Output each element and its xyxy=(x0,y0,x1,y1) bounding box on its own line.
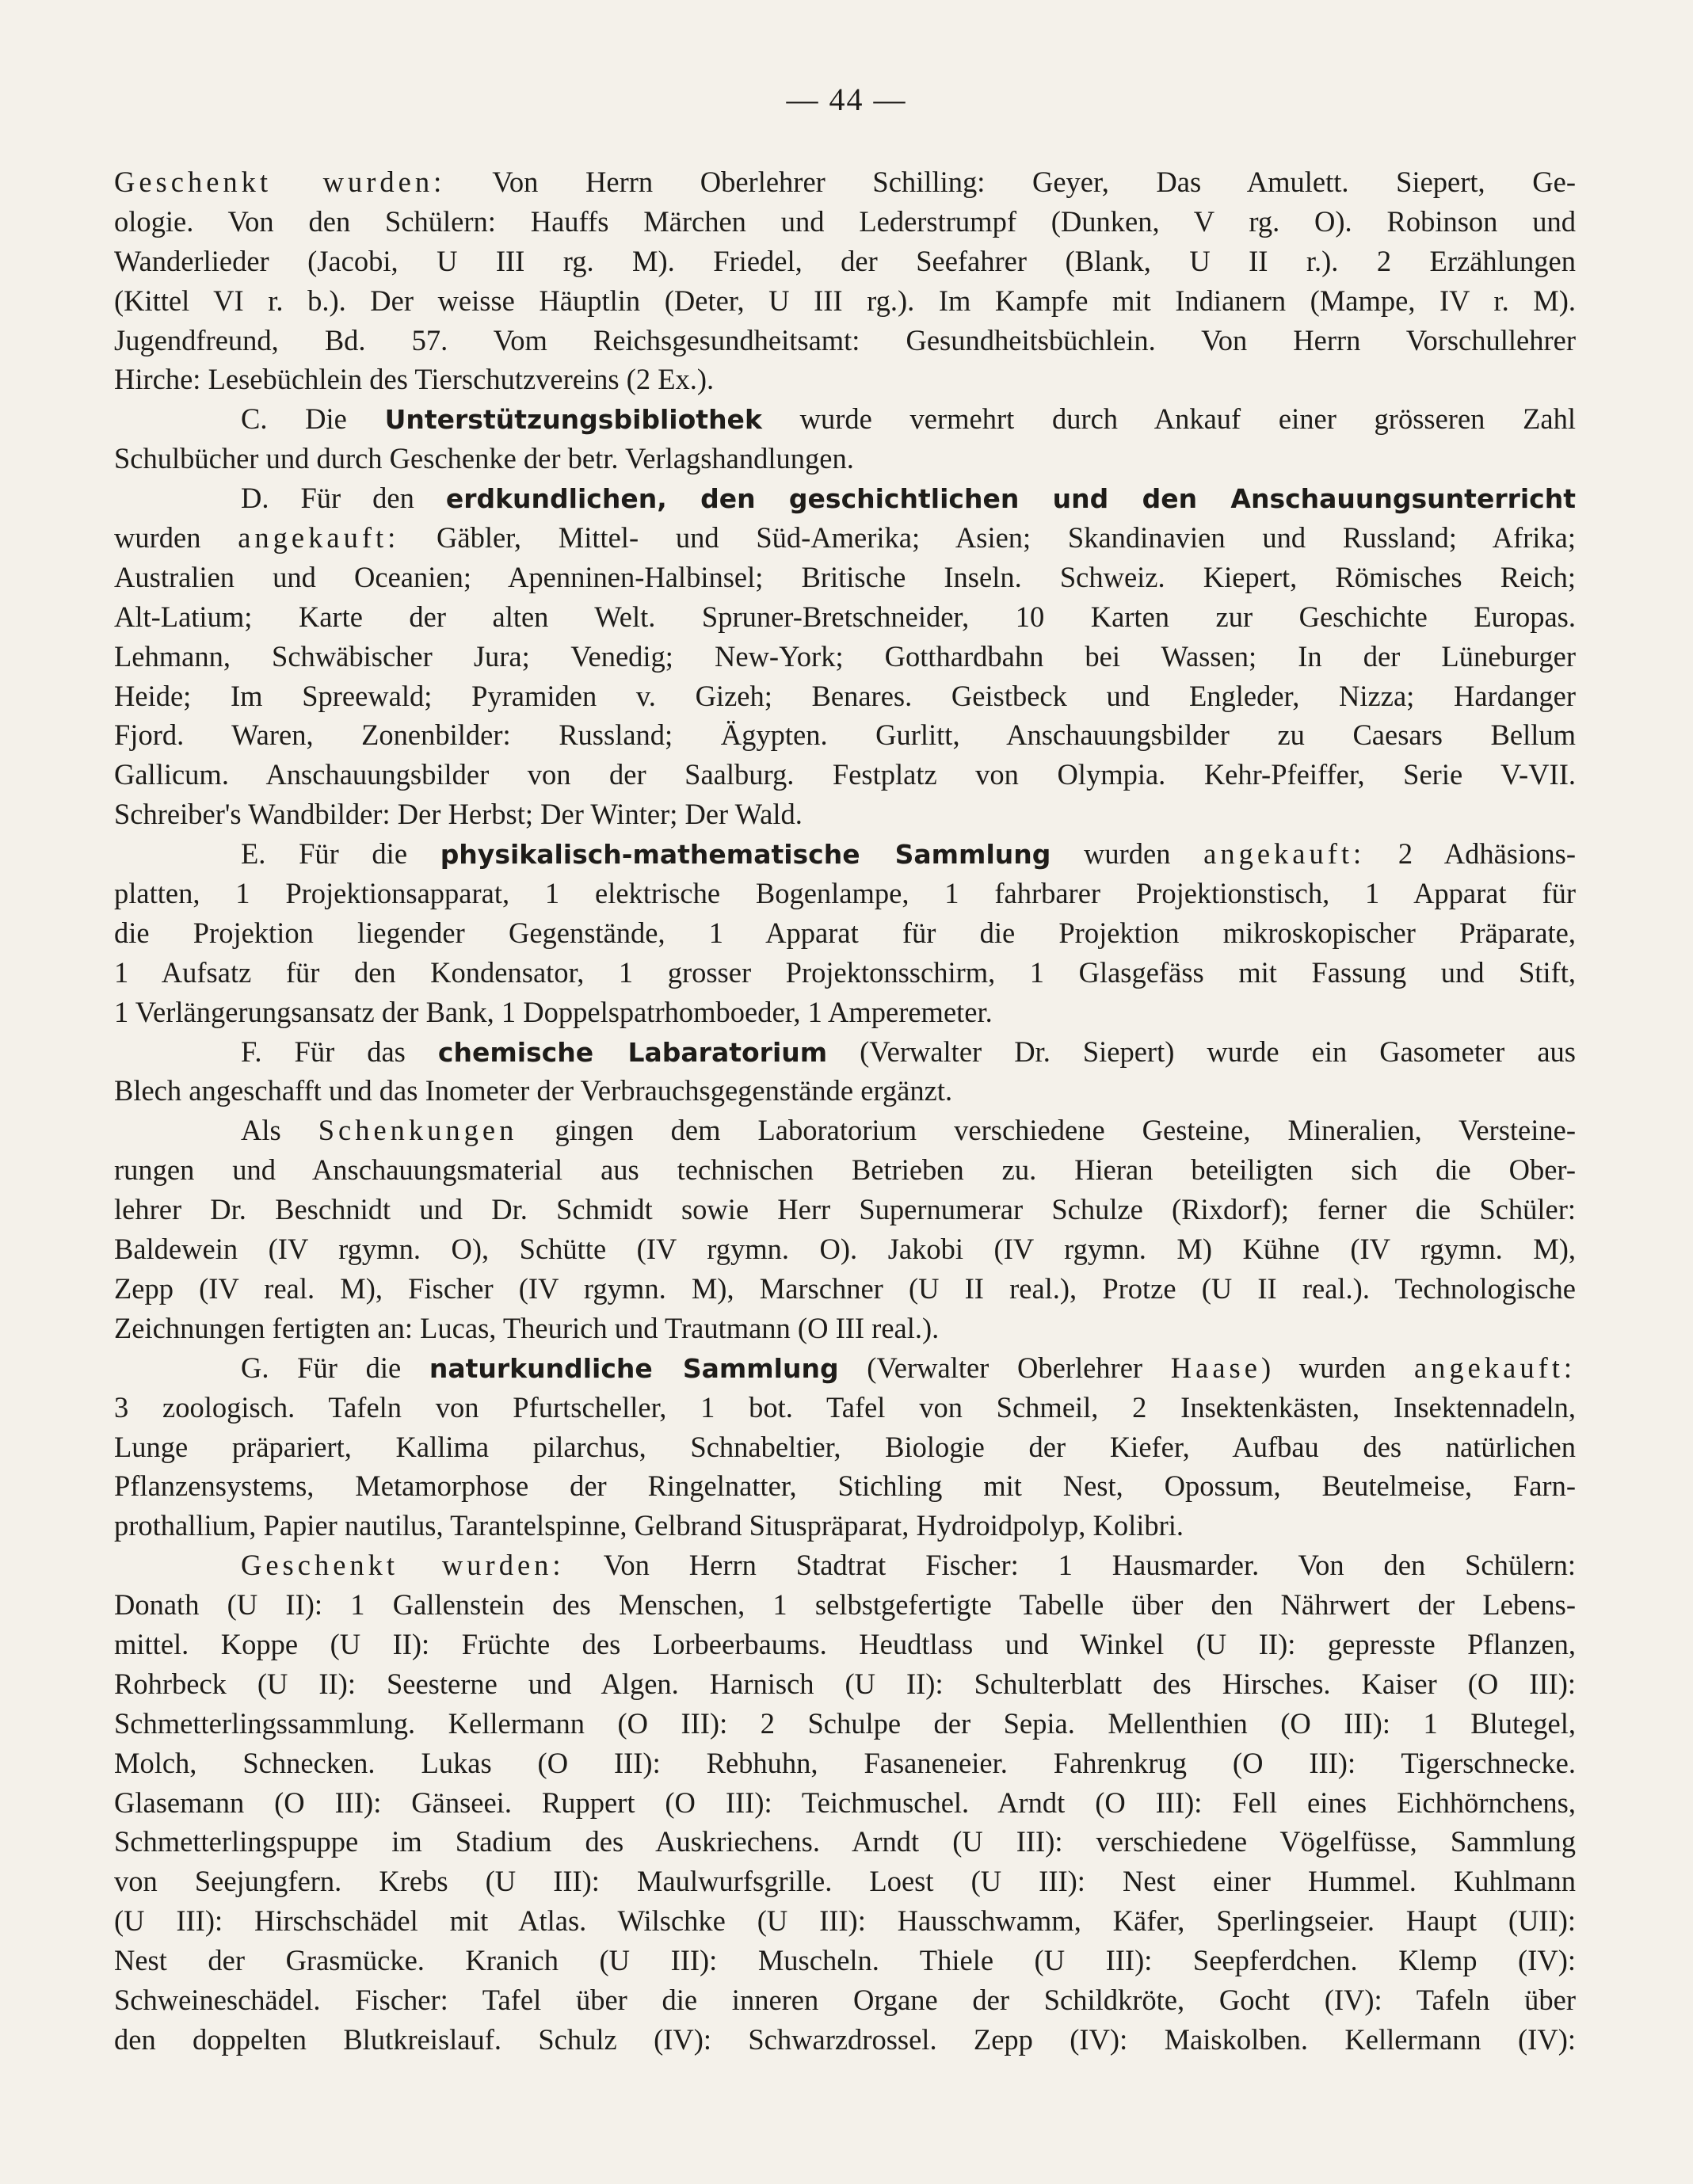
text-line xyxy=(114,1111,1576,1150)
text-line xyxy=(114,2020,1576,2060)
text-line xyxy=(114,637,1576,677)
text-line xyxy=(114,399,1576,439)
text-line xyxy=(114,1941,1576,1980)
text-line xyxy=(114,1388,1576,1427)
text-segment: D. Für den xyxy=(241,482,446,515)
text-line xyxy=(114,1229,1576,1269)
text-line xyxy=(114,1150,1576,1190)
text-line xyxy=(114,1862,1576,1901)
text-segment: Schulbücher und durch Geschenke der betr. Verlagshandlungen. xyxy=(114,442,854,475)
text-segment: mittel. Koppe (U II): Früchte des Lorbeerbaums. Heudtlass und Winkel (U II): gepresste Pflanzen, xyxy=(114,1627,1576,1660)
text-segment: rungen und Anschauungsmaterial aus technischen Betrieben zu. Hieran beteiligten sich die Ober- xyxy=(114,1153,1576,1187)
text-segment: Lunge präpariert, Kallima pilarchus, Schnabeltier, Biologie der Kiefer, Aufbau des natürlichen xyxy=(114,1430,1576,1463)
text-segment: Wanderlieder (Jacobi, U III rg. M). Friedel, der Seefahrer (Blank, U II r.). 2 Erzählungen xyxy=(114,244,1576,277)
text-line xyxy=(114,1783,1576,1823)
text-segment: Schmetterlingspuppe im Stadium des Auskriechens. Arndt (U III): verschiedene Vögelfüsse, Sammlung xyxy=(114,1825,1576,1858)
text-segment: die Projektion liegender Gegenstände, 1 Apparat für die Projektion mikroskopischer Präparate, xyxy=(114,916,1576,949)
text-segment: Schreiber's Wandbilder: Der Herbst; Der Winter; Der Wald. xyxy=(114,798,803,831)
text-line xyxy=(114,1901,1576,1941)
text-segment: 3 zoologisch. Tafeln von Pfurtscheller, 1 bot. Tafel von Schmeil, 2 Insektenkästen, Insektennadeln, xyxy=(114,1390,1576,1424)
text-line xyxy=(114,1466,1576,1506)
section-heading: naturkundliche Sammlung xyxy=(429,1352,839,1384)
text-segment: Von Herrn Oberlehrer Schilling: Geyer, Das Amulett. Siepert, Ge- xyxy=(445,166,1576,198)
text-line xyxy=(114,1546,1576,1585)
text-segment: Blech angeschafft und das Inometer der Verbrauchsgegenstände ergänzt. xyxy=(114,1074,953,1107)
text-line xyxy=(114,1032,1576,1072)
text-line xyxy=(114,1190,1576,1229)
body-text xyxy=(114,162,1576,2060)
text-segment: 1 Verlängerungsansatz der Bank, 1 Doppelspatrhomboeder, 1 Amperemeter. xyxy=(114,995,993,1028)
text-line xyxy=(114,913,1576,953)
text-segment: Molch, Schnecken. Lukas (O III): Rebhuhn, Fasaneneier. Fahrenkrug (O III): Tigerschnecke. xyxy=(114,1746,1576,1779)
text-line xyxy=(114,1625,1576,1664)
text-line xyxy=(114,281,1576,321)
text-segment: Alt-Latium; Karte der alten Welt. Spruner-Bretschneider, 10 Karten zur Geschichte Europas. xyxy=(114,600,1576,633)
text-segment: Zepp (IV real. M), Fischer (IV rgymn. M), Marschner (U II real.), Protze (U II real.). Technologische xyxy=(114,1271,1576,1305)
text-segment: (Kittel VI r. b.). Der weisse Häuptlin (Deter, U III rg.). Im Kampfe mit Indianern (Mampe, IV r. M). xyxy=(114,284,1576,317)
text-segment: lehrer Dr. Beschnidt und Dr. Schmidt sowie Herr Supernumerar Schulze (Rixdorf); ferner die Schüler: xyxy=(114,1193,1576,1226)
text-line xyxy=(114,1269,1576,1309)
text-line xyxy=(114,1309,1576,1348)
text-line xyxy=(114,953,1576,993)
spaced-text: Haase xyxy=(1170,1351,1261,1384)
text-line xyxy=(114,321,1576,360)
text-segment: Glasemann (O III): Gänseei. Ruppert (O III): Teichmuschel. Arndt (O III): Fell eines Eichhörnchens, xyxy=(114,1786,1576,1819)
text-segment: E. Für die xyxy=(241,837,440,871)
text-segment: platten, 1 Projektionsapparat, 1 elektrische Bogenlampe, 1 fahrbarer Projektionstisch, 1 Apparat für xyxy=(114,877,1576,910)
text-segment: von Seejungfern. Krebs (U III): Maulwurfsgrille. Loest (U III): Nest einer Hummel. Kuhlmann xyxy=(114,1865,1576,1898)
spaced-text: Geschenkt wurden: xyxy=(114,166,446,198)
text-line xyxy=(114,1704,1576,1744)
text-line xyxy=(114,1348,1576,1388)
text-line xyxy=(114,715,1576,755)
text-segment: Gallicum. Anschauungsbilder von der Saalburg. Festplatz von Olympia. Kehr-Pfeiffer, Serie V-VII. xyxy=(114,758,1576,791)
text-segment: Hirche: Lesebüchlein des Tierschutzvereins (2 Ex.). xyxy=(114,363,715,396)
text-segment: (U III): Hirschschädel mit Atlas. Wilschke (U III): Hausschwamm, Käfer, Sperlingseier. Haupt (UII): xyxy=(114,1904,1576,1938)
spaced-text: Schenkungen xyxy=(318,1114,518,1147)
spaced-text: Geschenkt wurden: xyxy=(241,1549,565,1582)
text-line xyxy=(114,834,1576,874)
text-line xyxy=(114,558,1576,597)
text-segment: Zeichnungen fertigten an: Lucas, Theurich und Trautmann (O III real.). xyxy=(114,1311,940,1344)
text-segment: 2 Adhäsions- xyxy=(1365,837,1577,871)
text-segment: Schweineschädel. Fischer: Tafel über die inneren Organe der Schildkröte, Gocht (IV): Tafeln über xyxy=(114,1983,1576,2016)
text-segment: F. Für das xyxy=(241,1035,438,1068)
text-line xyxy=(114,597,1576,637)
text-segment: Schmetterlingssammlung. Kellermann (O III): 2 Schulpe der Sepia. Mellenthien (O III): 1 Blutegel, xyxy=(114,1706,1576,1740)
page-number: — 44 — xyxy=(786,82,907,117)
text-segment: G. Für die xyxy=(241,1351,429,1384)
text-segment: wurden xyxy=(1050,837,1204,871)
text-segment: (Verwalter Oberlehrer xyxy=(838,1351,1171,1384)
section-heading: chemische Labaratorium xyxy=(437,1036,828,1068)
text-line xyxy=(114,202,1576,242)
text-segment: C. Die xyxy=(241,402,385,436)
spaced-text: angekauft: xyxy=(1203,837,1366,871)
text-segment: Gäbler, Mittel- und Süd-Amerika; Asien; Skandinavien und Russland; Afrika; xyxy=(399,521,1576,555)
text-line xyxy=(114,1506,1576,1546)
section-heading: erdkundlichen, den geschichtlichen und den Anschauungsunterricht xyxy=(445,483,1577,515)
text-line xyxy=(114,755,1576,795)
text-line xyxy=(114,1427,1576,1467)
text-segment: (Verwalter Dr. Siepert) wurde ein Gasometer aus xyxy=(827,1035,1576,1068)
text-line xyxy=(114,993,1576,1032)
text-line xyxy=(114,242,1576,281)
text-segment: Pflanzensystems, Metamorphose der Ringelnatter, Stichling mit Nest, Opossum, Beutelmeise, Farn- xyxy=(114,1469,1576,1503)
text-segment: den doppelten Blutkreislauf. Schulz (IV): Schwarzdrossel. Zepp (IV): Maiskolben. Kellermann (IV): xyxy=(114,2022,1576,2056)
text-segment: Jugendfreund, Bd. 57. Vom Reichsgesundheitsamt: Gesundheitsbüchlein. Von Herrn Vorschullehrer xyxy=(114,323,1576,356)
text-segment: ologie. Von den Schülern: Hauffs Märchen und Lederstrumpf (Dunken, V rg. O). Robinson und xyxy=(114,204,1576,238)
text-line xyxy=(114,1744,1576,1783)
text-segment: Lehmann, Schwäbischer Jura; Venedig; New-York; Gotthardbahn bei Wassen; In der Lüneburger xyxy=(114,639,1576,673)
text-line xyxy=(114,518,1576,558)
text-segment: Fjord. Waren, Zonenbilder: Russland; Ägypten. Gurlitt, Anschauungsbilder zu Caesars Bellum xyxy=(114,718,1576,752)
text-line xyxy=(114,677,1576,716)
text-segment: Heide; Im Spreewald; Pyramiden v. Gizeh; Benares. Geistbeck und Engleder, Nizza; Hardanger xyxy=(114,679,1576,712)
text-segment: wurde vermehrt durch Ankauf einer grösseren Zahl xyxy=(761,402,1577,436)
text-segment: gingen dem Laboratorium verschiedene Gesteine, Mineralien, Versteine- xyxy=(517,1114,1576,1147)
text-segment: Nest der Grasmücke. Kranich (U III): Muscheln. Thiele (U III): Seepferdchen. Klemp (IV): xyxy=(114,1944,1576,1977)
text-segment: Australien und Oceanien; Apenninen-Halbinsel; Britische Inseln. Schweiz. Kiepert, Römisches Reich; xyxy=(114,560,1576,593)
section-heading: Unterstützungsbibliothek xyxy=(384,404,762,436)
text-line xyxy=(114,1664,1576,1704)
text-line xyxy=(114,439,1576,478)
text-segment: Von Herrn Stadtrat Fischer: 1 Hausmarder. Von den Schülern: xyxy=(564,1549,1576,1582)
text-line xyxy=(114,1822,1576,1862)
text-segment: Donath (U II): 1 Gallenstein des Menschen, 1 selbstgefertigte Tabelle über den Nährwert der Lebens- xyxy=(114,1588,1576,1622)
section-heading: physikalisch-mathematische Sammlung xyxy=(440,839,1051,871)
text-segment: wurden xyxy=(114,521,238,555)
text-line xyxy=(114,874,1576,913)
text-line xyxy=(114,162,1576,202)
text-line xyxy=(114,360,1576,399)
text-line xyxy=(114,795,1576,834)
text-line xyxy=(114,1980,1576,2020)
text-line xyxy=(114,478,1576,518)
text-segment: prothallium, Papier nautilus, Tarantelspinne, Gelbrand Situspräparat, Hydroidpolyp, Kolibri. xyxy=(114,1509,1184,1542)
text-segment: Baldewein (IV rgymn. O), Schütte (IV rgymn. O). Jakobi (IV rgymn. M) Kühne (IV rgymn. M), xyxy=(114,1233,1576,1266)
text-segment: ) wurden xyxy=(1260,1351,1414,1384)
spaced-text: angekauft: xyxy=(238,521,400,555)
text-segment: Als xyxy=(241,1114,318,1147)
text-segment: Rohrbeck (U II): Seesterne und Algen. Harnisch (U II): Schulterblatt des Hirsches. Kaiser (O III): xyxy=(114,1667,1576,1700)
text-line xyxy=(114,1071,1576,1111)
spaced-text: angekauft: xyxy=(1413,1351,1577,1384)
text-line xyxy=(114,1585,1576,1625)
text-segment: 1 Aufsatz für den Kondensator, 1 grosser Projektonsschirm, 1 Glasgefäss mit Fassung und Stift, xyxy=(114,955,1576,989)
